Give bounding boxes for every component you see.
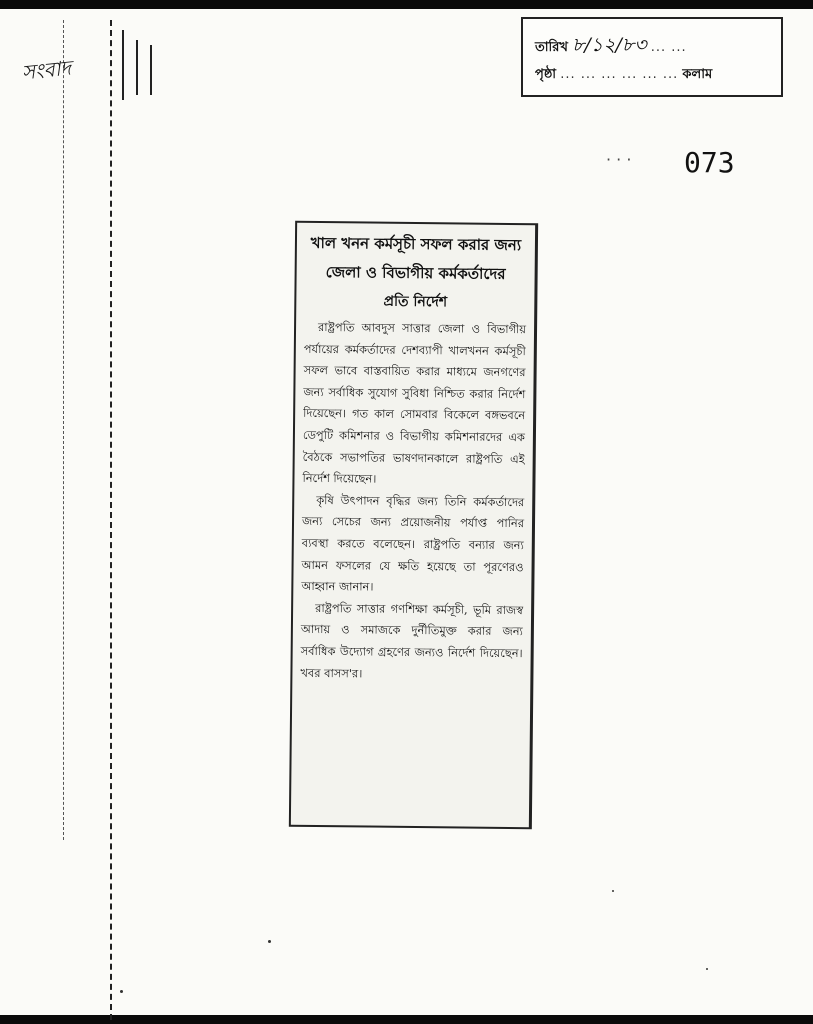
article-paragraph: রাষ্ট্রপতি সাত্তার গণশিক্ষা কর্মসূচী, ভূমি রাজস্ব আদায় ও সমাজকে দুর্নীতিমুক্ত করার জন্য সর্বাধিক উদ্যোগ গ্রহণের জন্যও নির্দেশ দিয়েছেন। খবর বাসস'র।: [300, 600, 524, 680]
stamp-date-trailing: ... ...: [650, 40, 687, 55]
page-number: 073: [684, 146, 735, 179]
margin-mark: [136, 40, 138, 95]
stamp-column-label: কলাম: [682, 67, 713, 82]
article-subheadline: প্রতি নির্দেশ: [383, 293, 448, 311]
stamp-page-dots: ... ... ... ... ... ...: [560, 67, 679, 82]
article-body: [292, 317, 534, 687]
binding-margin-line: [110, 20, 112, 1020]
article-paragraph: কৃষি উৎপাদন বৃদ্ধির জন্য তিনি কর্মকর্তাদের জন্য সেচের জন্য প্রয়োজনীয় পর্যাপ্ত পানির ব্যবস্থা করতে বলেছেন। রাষ্ট্রপতি বন্যার জন্য আমন ফসলের যে ক্ষতি হয়েছে তা পূরণেরও আহ্বান জানান।: [301, 492, 525, 594]
scan-speck: [706, 968, 708, 970]
stamp-date-row: [535, 31, 687, 63]
scan-speck: [120, 990, 123, 993]
page-number-dots: · · ·: [606, 150, 632, 169]
scan-speck: [268, 940, 271, 943]
handwritten-note: সংবাদ: [20, 55, 73, 85]
bottom-scan-border: [0, 1015, 813, 1024]
article-paragraph: রাষ্ট্রপতি আবদুস সাত্তার জেলা ও বিভাগীয় পর্যায়ের কর্মকর্তাদের দেশব্যাপী খালখনন কর্মসূচী সফল ভাবে বাস্তবায়িত করার মাধ্যমে জনগণের জন্য সর্বাধিক সুযোগ সুবিধা নিশ্চিত করার নির্দেশ দিয়েছেন। গত কাল সোমবার বিকেলে বঙ্গভবনে ডেপুটি কমিশনার ও বিভাগীয় কমিশনারদের এক বৈঠকে সভাপতির ভাষণদানকালে রাষ্ট্রপতি এই নির্দেশ দিয়েছেন।: [302, 319, 527, 486]
newspaper-clipping: [289, 221, 538, 830]
margin-mark: [150, 45, 152, 95]
stamp-date-label: তারিখ: [535, 40, 568, 55]
article-headline: খাল খনন কর্মসূচী সফল করার জন্য জেলা ও বিভাগীয় কর্মকর্তাদের: [310, 233, 522, 283]
left-margin-line: [63, 20, 64, 840]
scan-speck: [612, 890, 614, 892]
stamp-page-row: [535, 65, 712, 86]
date-stamp: [521, 17, 783, 97]
stamp-date-value: ৮/১২/৮৩: [572, 34, 647, 56]
stamp-page-label: পৃষ্ঠা: [535, 67, 557, 82]
top-scan-border: [0, 0, 813, 9]
margin-mark: [122, 30, 124, 100]
